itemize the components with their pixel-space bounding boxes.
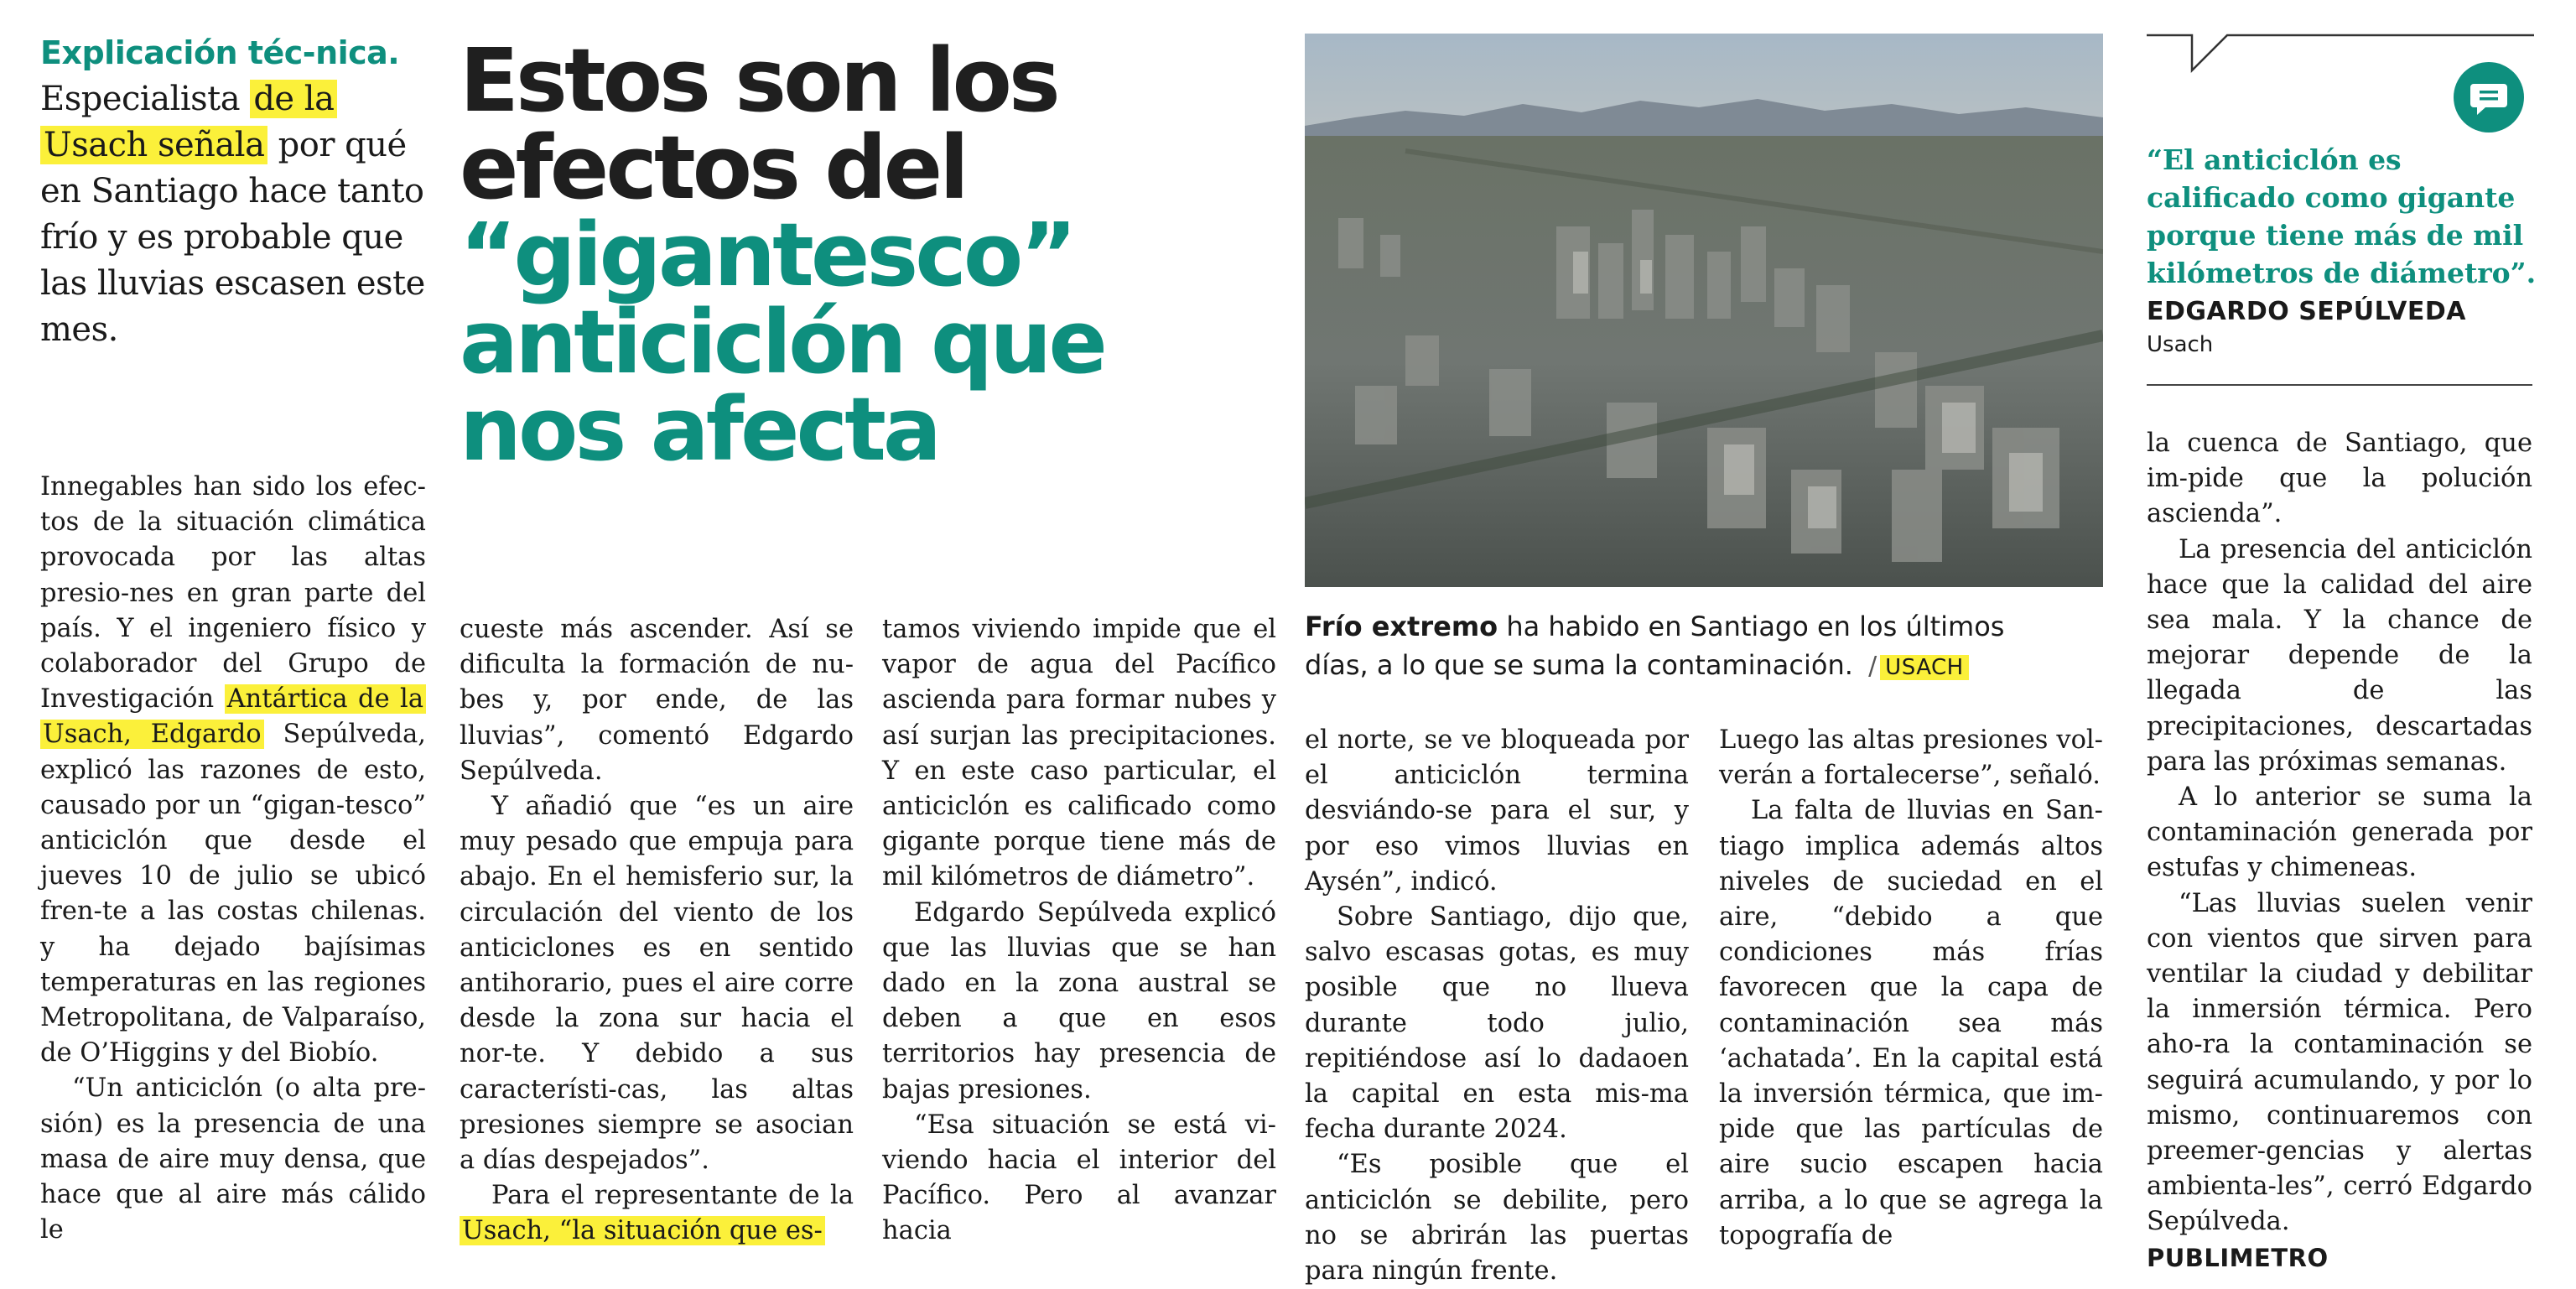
caption-text: ha habido en Santiago en los últimos días, a lo que se suma la contaminación. (1305, 611, 2005, 681)
col1-p1-highlight: Antártica de la Usach, Edgardo (40, 684, 426, 749)
lead-summary (40, 30, 426, 353)
caption-bold: Frío extremo (1305, 611, 1498, 642)
col3-paragraph-2: Edgardo Sepúlveda explicó que las lluvias que se han dado en la zona austral se deben a que en esos territorios hay presencia de bajas presiones. (882, 897, 1276, 1104)
body-column-4 (1305, 723, 1689, 1289)
col5-paragraph-2: La falta de lluvias en San-tiago implica además altos niveles de suciedad en el aire, “debido a que condiciones más frías favorecen que la capa de contaminación sea más ‘achatada’. En la capital está la inversión térmica, que im-pide que las partículas de aire sucio escapen hacia arriba, a lo que se agrega la topografía de (1719, 796, 2103, 1250)
city-photo-illustration (1305, 34, 2103, 587)
speech-bubble-icon (2454, 62, 2524, 133)
body-column-6 (2147, 426, 2532, 1276)
col5-paragraph-1: Luego las altas presiones vol-verán a fortalecerse”, señaló. (1719, 725, 2103, 791)
col6-paragraph-1: la cuenca de Santiago, que im-pide que la polución ascienda”. (2147, 429, 2532, 529)
credit-slash: / (1868, 652, 1877, 681)
col4-paragraph-1: el norte, se ve bloqueada por el anticiclón termina desviándo-se para el sur, y por eso vimos lluvias en Aysén”, indicó. (1305, 725, 1689, 897)
col2-paragraph-2: Y añadió que “es un aire muy pesado que empuja para abajo. En el hemisferio sur, la circulación del viento de los anticiclones es en sentido antihorario, pues el aire corre desde la zona sur hacia el nor-te. Y debido a sus característi-cas, las altas presiones siempre se asocian a días despejados”. (460, 792, 854, 1176)
col6-paragraph-2: La presencia del anticiclón hace que la calidad del aire sea mala. Y la chance de mejorar depende de la llegada de las precipitaciones, descartadas para las próximas semanas. (2147, 534, 2532, 777)
col1-p1-text: Innegables han sido los efec-tos de la situación climática provocada por las altas presio-nes en gran parte del país. Y el ingeniero físico y colaborador del Grupo de Investigación (40, 472, 426, 715)
article-headline (460, 29, 1298, 481)
body-column-1 (40, 470, 426, 1248)
col3-paragraph-1: tamos viviendo impide que el vapor de agua del Pacífico ascienda para formar nubes y así surjan las precipitaciones. Y en este caso particular, el anticiclón es calificado como gigante porque tiene más de mil kilómetros de diámetro”. (882, 615, 1276, 892)
col6-paragraph-4: “Las lluvias suelen venir con vientos que sirven para ventilar la ciudad y debilitar la inmersión térmica. Pero aho-ra la contaminación se seguirá acumulando, y por lo mismo, continuaremos con preemer-gencias y alertas ambienta-les”, cerró Edgardo Sepúlveda. (2147, 888, 2532, 1237)
col1-p1-rest: Sepúlveda, explicó las razones de esto, causado por un “gigan-tesco” anticiclón que desde el jueves 10 de julio se ubicó fren-te a las costas chilenas. y ha dejado bajísimas temperaturas en las regiones Metropolitana, de Valparaíso, de O’Higgins y del Biobío. (40, 720, 426, 1068)
photo-credit: USACH (1880, 655, 1969, 680)
col2-paragraph-1: cueste más ascender. Así se dificulta la formación de nu-bes y, por ende, de las lluvias”, comentó Edgardo Sepúlveda. (460, 615, 854, 786)
lead-text-1: Especialista (40, 80, 241, 118)
col1-paragraph-1 (40, 470, 426, 1071)
publication-signoff: PUBLIMETRO (2147, 1243, 2329, 1272)
col4-paragraph-3: “Es posible que el anticiclón se debilite, pero no se abrirán las puertas para ningún frente. (1305, 1150, 1689, 1286)
body-column-2 (460, 612, 854, 1250)
col1-paragraph-2: “Un anticiclón (o alta pre-sión) es la presencia de una masa de aire muy densa, que hace que al aire más cálido le (40, 1073, 426, 1245)
col3-paragraph-3: “Esa situación se está vi-viendo hacia el interior del Pacífico. Pero al avanzar hacia (882, 1110, 1276, 1246)
photo-caption (1305, 607, 2076, 687)
body-column-3 (882, 612, 1276, 1250)
lead-kicker: Explicación téc-nica. (40, 34, 400, 71)
headline-line-1: Estos son los (460, 29, 1057, 132)
body-column-5 (1719, 723, 2103, 1254)
headline-line-4: anticiclón que (460, 291, 1104, 393)
headline-line-3: “gigantesco” (460, 204, 1074, 306)
headline-line-5: nos afecta (460, 378, 939, 481)
lead-text-2: por qué en Santiago hace tanto frío y es probable que las lluvias escasen este mes. (40, 126, 425, 349)
quote-divider (2147, 384, 2532, 386)
headline-line-2: efectos del (460, 117, 966, 219)
col2-paragraph-3 (460, 1178, 854, 1249)
col6-paragraph-3: A lo anterior se suma la contaminación generada por estufas y chimeneas. (2147, 782, 2532, 883)
pull-quote: “El anticiclón es calificado como gigante porque tiene más de mil kilómetros de diámetro”. (2147, 143, 2537, 289)
lead-highlight: de la Usach señala (40, 80, 337, 164)
col2-p3-text: Para el representante de la (491, 1181, 854, 1211)
col2-p3-highlight: Usach, “la situación que es- (460, 1216, 825, 1245)
quote-organization: Usach (2147, 332, 2214, 357)
col4-paragraph-2: Sobre Santiago, dijo que, salvo escasas gotas, es muy posible que no llueva durante todo julio, repitiéndose así lo dadaoen la capital en esta mis-ma fecha durante 2024. (1305, 902, 1689, 1145)
santiago-aerial-photo (1305, 34, 2103, 587)
quote-author: EDGARDO SEPÚLVEDA (2147, 297, 2466, 326)
